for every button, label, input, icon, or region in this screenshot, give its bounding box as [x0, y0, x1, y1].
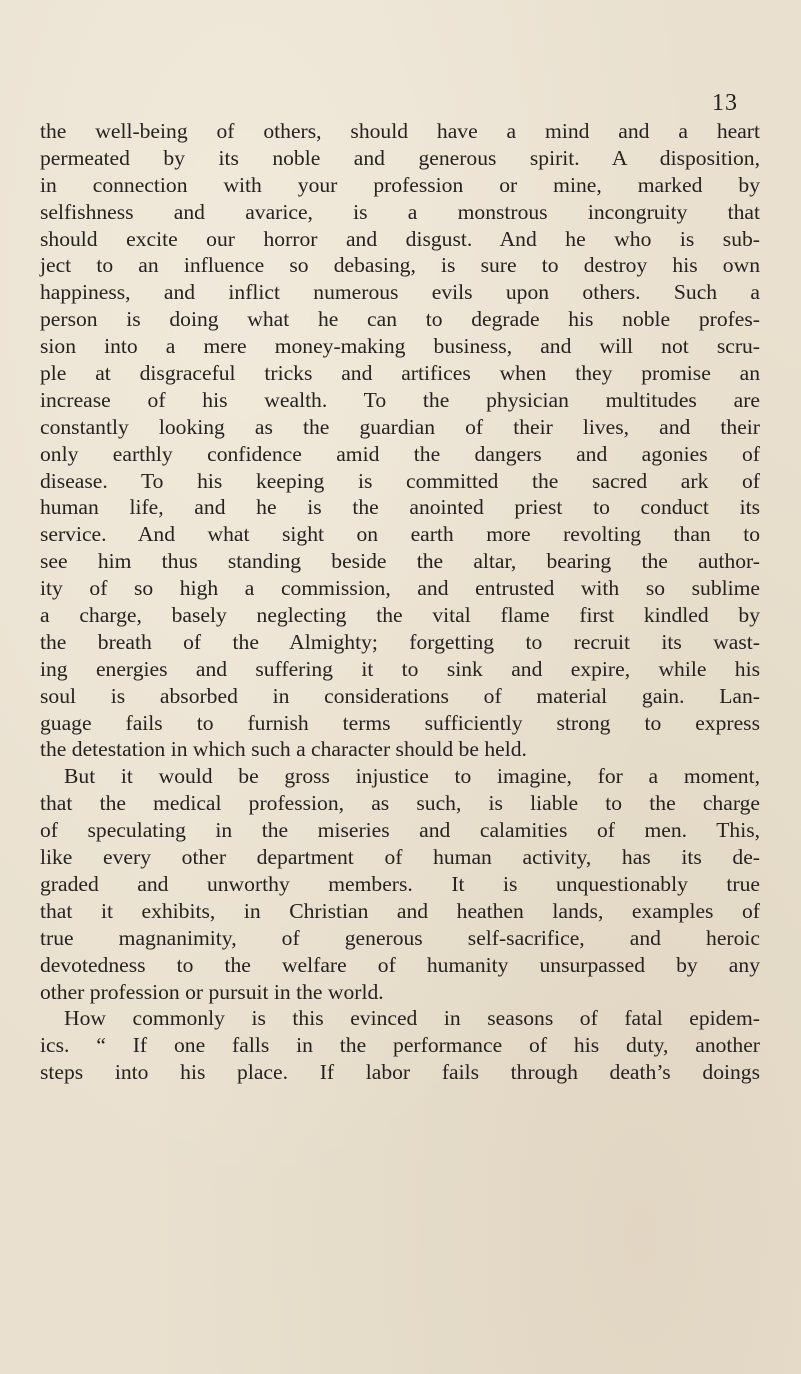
text-line: ject to an influence so debasing, is sure to destroy his own [40, 253, 760, 278]
text-line: graded and unworthy members. It is unquestionably true [40, 871, 760, 896]
text-line: But it would be gross injustice to imagine, for a moment, [64, 764, 760, 789]
text-line: ics. “ If one falls in the performance of his duty, another [40, 1033, 760, 1058]
text-line: How commonly is this evinced in seasons of fatal epidem- [64, 1006, 760, 1031]
text-line: of speculating in the miseries and calamities of men. This, [40, 818, 760, 843]
text-line: that the medical profession, as such, is liable to the charge [40, 791, 760, 816]
text-line: steps into his place. If labor fails through death’s doings [40, 1060, 760, 1085]
text-line: ing energies and suffering it to sink and expire, while his [40, 656, 760, 681]
text-line: devotedness to the welfare of humanity unsurpassed by any [40, 952, 760, 977]
text-line: soul is absorbed in considerations of material gain. Lan- [40, 683, 760, 708]
text-line: a charge, basely neglecting the vital flame first kindled by [40, 603, 760, 628]
text-line: happiness, and inflict numerous evils upon others. Such a [40, 280, 760, 305]
text-line: sion into a mere money-making business, and will not scru- [40, 334, 760, 359]
text-line: person is doing what he can to degrade his noble profes- [40, 307, 760, 332]
text-line: should excite our horror and disgust. And he who is sub- [40, 226, 760, 251]
text-line: human life, and he is the anointed priest to conduct its [40, 495, 760, 520]
text-line: like every other department of human activity, has its de- [40, 845, 760, 870]
page-number: 13 [712, 90, 738, 116]
text-line: the breath of the Almighty; forgetting to recruit its wast- [40, 629, 760, 654]
text-line: other profession or pursuit in the world. [40, 979, 384, 1004]
text-line: service. And what sight on earth more revolting than to [40, 522, 760, 547]
text-line: disease. To his keeping is committed the sacred ark of [40, 468, 760, 493]
text-line: permeated by its noble and generous spirit. A disposition, [40, 145, 760, 170]
text-line: see him thus standing beside the altar, bearing the author- [40, 549, 760, 574]
text-line: constantly looking as the guardian of their lives, and their [40, 414, 760, 439]
text-line: selfishness and avarice, is a monstrous incongruity that [40, 199, 760, 224]
text-line: ity of so high a commission, and entrusted with so sublime [40, 576, 760, 601]
text-line: ple at disgraceful tricks and artifices when they promise an [40, 361, 760, 386]
text-line: the well-being of others, should have a mind and a heart [40, 119, 760, 143]
text-line: increase of his wealth. To the physician multitudes are [40, 387, 760, 412]
text-line: only earthly confidence amid the dangers and agonies of [40, 441, 760, 466]
text-line: the detestation in which such a character should be held. [40, 737, 527, 762]
body-text [40, 118, 760, 1086]
text-line: true magnanimity, of generous self-sacrifice, and heroic [40, 925, 760, 950]
text-line: guage fails to furnish terms sufficiently strong to express [40, 710, 760, 735]
text-line: in connection with your profession or mine, marked by [40, 172, 760, 197]
text-line: that it exhibits, in Christian and heathen lands, examples of [40, 898, 760, 923]
